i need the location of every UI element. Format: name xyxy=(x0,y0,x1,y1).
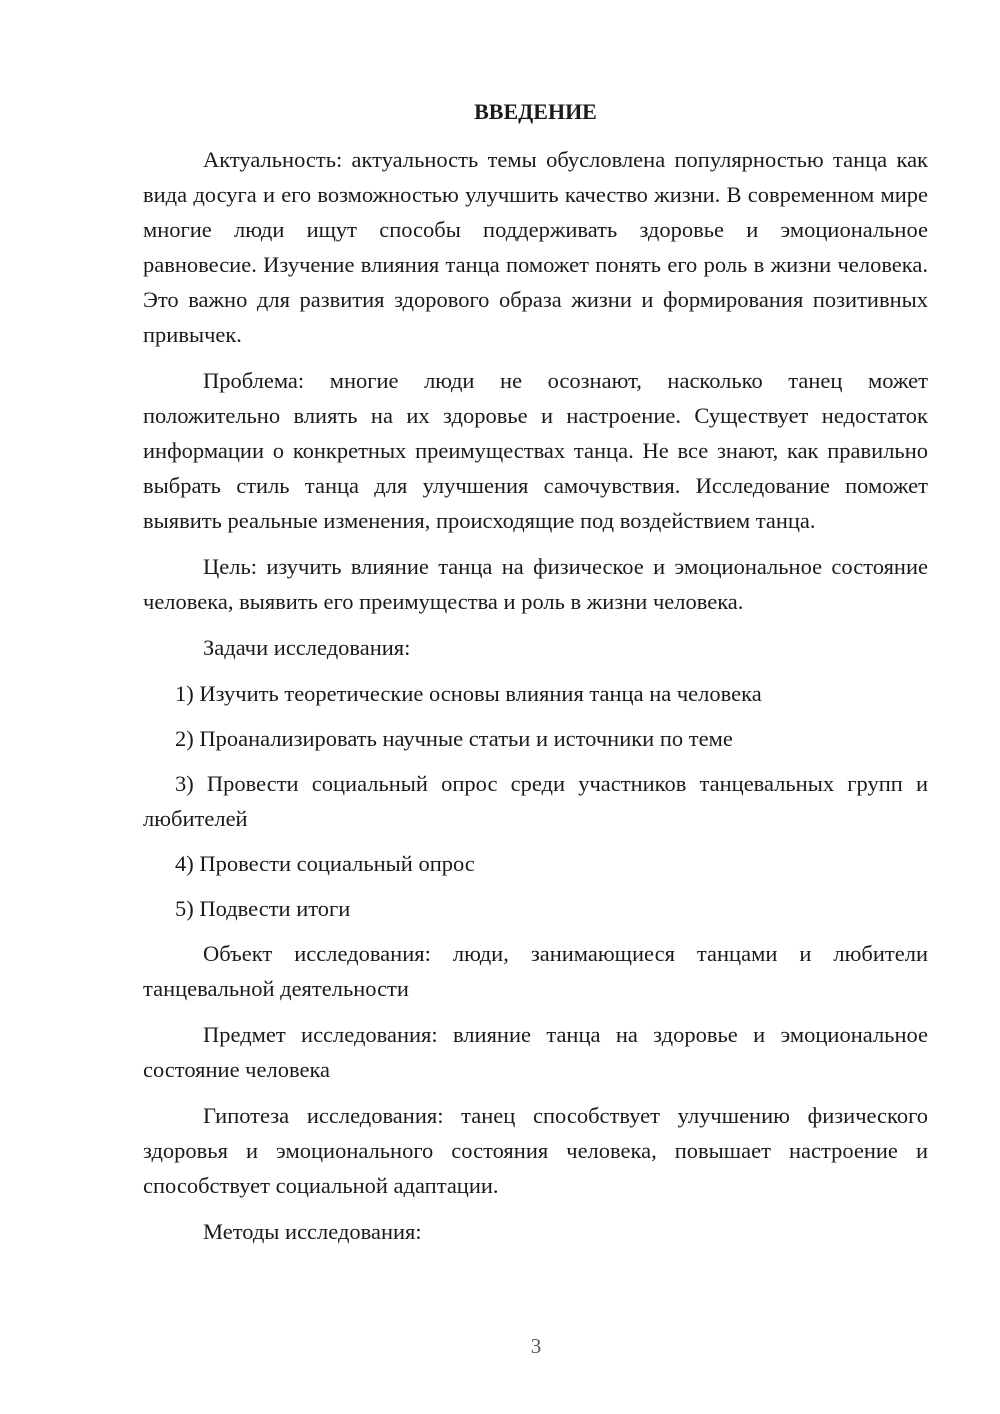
paragraph-goal: Цель: изучить влияние танца на физическое и эмоциональное состояние человека, выявить его преимущества и роль в жизни человека. xyxy=(143,554,928,614)
paragraph-hypothesis: Гипотеза исследования: танец способствует улучшению физического здоровья и эмоционального состояния человека, повышает настроение и способствует социальной адаптации. xyxy=(143,1103,928,1198)
page-title: ВВЕДЕНИЕ xyxy=(474,99,597,124)
paragraph-object: Объект исследования: люди, занимающиеся танцами и любители танцевальной деятельности xyxy=(143,941,928,1001)
document-page xyxy=(143,94,928,1260)
paragraph-tasks-heading: Задачи исследования: xyxy=(203,635,411,660)
list-item: 1) Изучить теоретические основы влияния танца на человека xyxy=(175,681,762,706)
paragraph-relevance: Актуальность: актуальность темы обусловлена популярностью танца как вида досуга и его возможностью улучшить качество жизни. В современном мире многие люди ищут способы поддерживать здоровье и эмоциональное равновесие. Изучение влияния танца поможет понять его роль в жизни человека. Это важно для развития здорового образа жизни и формирования позитивных привычек. xyxy=(143,147,928,347)
list-item: 4) Провести социальный опрос xyxy=(175,851,475,876)
list-item: 5) Подвести итоги xyxy=(175,896,351,921)
list-item: 2) Проанализировать научные статьи и источники по теме xyxy=(175,726,733,751)
paragraph-methods: Методы исследования: xyxy=(203,1219,422,1244)
page-number: 3 xyxy=(530,1334,542,1358)
paragraph-subject: Предмет исследования: влияние танца на здоровье и эмоциональное состояние человека xyxy=(143,1022,928,1082)
paragraph-problem: Проблема: многие люди не осознают, насколько танец может положительно влиять на их здоровье и настроение. Существует недостаток информации о конкретных преимуществах танца. Не все знают, как правильно выбрать стиль танца для улучшения самочувствия. Исследование поможет выявить реальные изменения, происходящие под воздействием танца. xyxy=(143,368,928,533)
list-item: 3) Провести социальный опрос среди участников танцевальных групп и любителей xyxy=(143,771,928,831)
